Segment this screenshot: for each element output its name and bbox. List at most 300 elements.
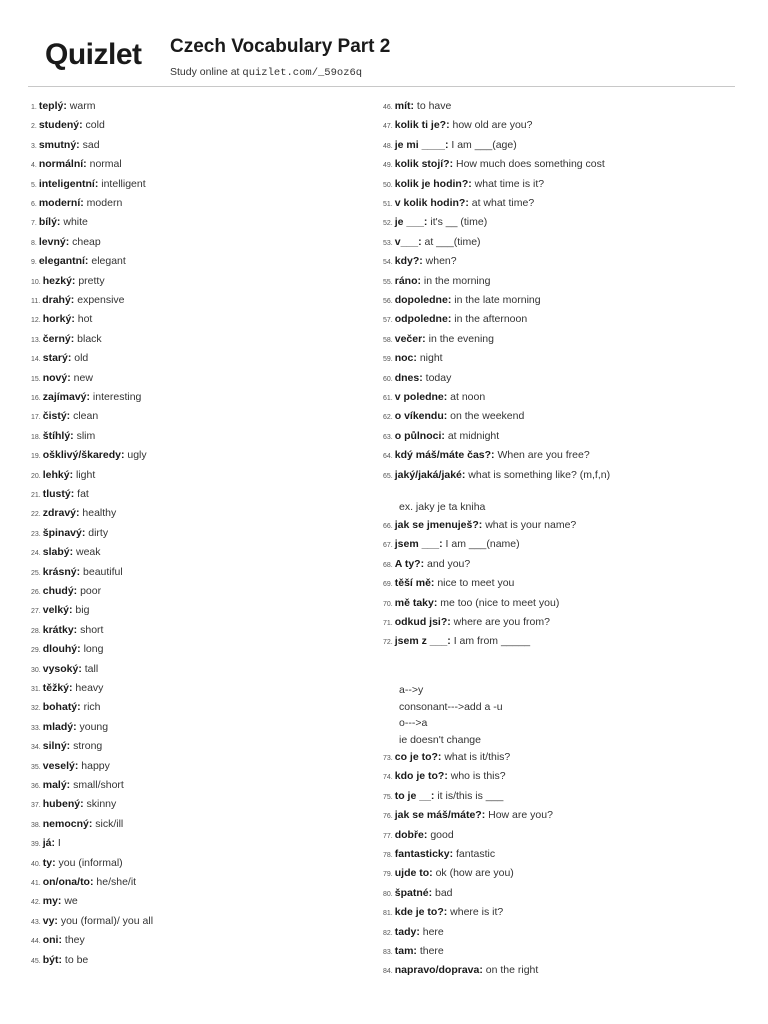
entry-definition: rich (80, 701, 101, 714)
entry-definition: I am from _____ (450, 635, 531, 648)
entry-term: štíhlý: (42, 429, 74, 442)
entry-definition: skinny (83, 798, 117, 811)
entry-term: ráno: (394, 274, 421, 287)
vocab-entry (383, 157, 605, 173)
entry-term: moderní: (38, 197, 84, 209)
entry-definition: ugly (124, 449, 147, 462)
vocab-entry (383, 963, 538, 979)
note-text: a-->y (399, 684, 424, 696)
vocab-entry (31, 274, 105, 290)
vocab-entry (383, 254, 457, 270)
vocab-entry (383, 138, 517, 154)
entry-term: nemocný: (42, 817, 93, 830)
entry-number: 22. (31, 511, 41, 519)
entry-term: kolik stojí?: (394, 158, 454, 171)
vocab-entry (31, 118, 105, 134)
entry-definition: How much does something cost (453, 158, 605, 171)
entry-term: drahý: (42, 294, 75, 306)
entry-term: smutný: (38, 138, 80, 151)
entry-definition: tall (81, 662, 99, 675)
study-online-line (170, 66, 362, 79)
entry-definition: what is your name? (482, 519, 577, 531)
vocab-entry (31, 778, 124, 794)
entry-number: 6. (31, 201, 37, 208)
entry-definition: good (427, 828, 454, 841)
entry-definition: here (419, 925, 444, 938)
vocab-entry (383, 312, 527, 328)
entry-definition: they (61, 934, 85, 947)
entry-number: 43. (31, 918, 41, 926)
entry-definition: I am ___(age) (448, 138, 517, 151)
entry-number: 65. (383, 472, 393, 480)
entry-definition: at ___(time) (421, 235, 481, 248)
entry-definition: when? (422, 255, 457, 268)
entry-definition: cold (82, 119, 105, 132)
entry-term: oni: (42, 934, 62, 947)
entry-definition: expensive (74, 294, 125, 306)
vocab-entry (31, 487, 89, 503)
entry-term: krátky: (42, 623, 78, 636)
entry-number: 80. (383, 890, 393, 898)
entry-number: 47. (383, 123, 393, 131)
entry-definition: it's __ (time) (427, 216, 488, 229)
entry-number: 19. (31, 453, 41, 461)
entry-number: 48. (383, 142, 393, 150)
entry-definition: small/short (70, 779, 124, 791)
vocab-entry (31, 681, 103, 697)
vocab-entry (383, 215, 487, 231)
entry-number: 27. (31, 608, 41, 616)
vocab-entry (31, 196, 122, 212)
vocab-entry (383, 390, 485, 406)
page-header (0, 0, 768, 90)
vocab-entry (383, 118, 532, 134)
entry-number: 24. (31, 550, 41, 558)
entry-term: veselý: (42, 759, 79, 772)
entry-definition: today (422, 371, 452, 384)
entry-definition: intelligent (98, 177, 146, 190)
vocab-entry (383, 235, 481, 251)
entry-number: 42. (31, 899, 41, 907)
vocab-entry (383, 847, 495, 863)
entry-number: 55. (383, 278, 393, 286)
vocab-entry (383, 750, 510, 766)
entry-term: kolik ti je?: (394, 119, 450, 132)
entry-definition: we (61, 895, 78, 908)
entry-definition: weak (73, 546, 101, 559)
entry-definition: sad (79, 138, 100, 151)
entry-number: 12. (31, 317, 41, 325)
vocab-entry (31, 953, 88, 969)
entry-definition: at noon (447, 391, 486, 403)
entry-definition: at what time? (468, 197, 535, 209)
entry-term: ty: (42, 856, 56, 869)
entry-definition: me too (nice to meet you) (437, 596, 560, 609)
vocab-entry (383, 828, 454, 844)
entry-definition: at midnight (444, 429, 500, 442)
entry-number: 33. (31, 724, 41, 732)
vocab-entry (31, 215, 88, 231)
entry-definition: what is something like? (m,f,n) (465, 468, 611, 481)
entry-definition: in the morning (420, 274, 491, 287)
entry-number: 66. (383, 523, 393, 530)
vocab-entry (383, 371, 451, 387)
entry-number: 35. (31, 763, 41, 771)
entry-number: 28. (31, 627, 41, 635)
entry-definition: where are you from? (450, 616, 550, 628)
entry-number: 60. (383, 375, 393, 383)
vocab-entry (31, 642, 103, 658)
entry-term: vy: (42, 914, 58, 927)
entry-number: 40. (31, 860, 41, 868)
entry-definition: beautiful (80, 565, 123, 578)
header-divider (28, 86, 735, 87)
vocab-entry (31, 429, 95, 445)
vocab-entry (31, 856, 123, 872)
entry-term: dnes: (394, 371, 423, 384)
entry-definition: strong (70, 740, 103, 753)
entry-definition: you (formal)/ you all (57, 914, 154, 927)
entry-number: 72. (383, 639, 393, 647)
study-online-label: Study online at (170, 66, 240, 78)
entry-number: 49. (383, 162, 393, 170)
entry-definition: he/she/it (93, 876, 137, 888)
entry-term: noc: (394, 352, 417, 365)
vocab-entry (383, 944, 444, 960)
entry-definition: sick/ill (92, 817, 124, 830)
vocab-entry (383, 557, 470, 573)
entry-term: kde je to?: (394, 906, 448, 919)
entry-term: fantasticky: (394, 848, 454, 860)
vocab-entry (383, 332, 494, 348)
vocab-entry (31, 177, 146, 193)
entry-number: 25. (31, 569, 41, 577)
entry-number: 46. (383, 104, 393, 111)
vocab-entry (383, 177, 544, 193)
vocab-entry (31, 584, 101, 600)
entry-definition: to be (61, 953, 89, 966)
vocab-entry (31, 739, 102, 755)
entry-number: 34. (31, 744, 41, 752)
entry-term: v kolik hodin?: (394, 197, 469, 209)
entry-number: 9. (31, 259, 37, 267)
entry-number: 81. (383, 910, 393, 918)
entry-number: 14. (31, 356, 41, 364)
entry-number: 54. (383, 259, 393, 267)
entry-definition: interesting (90, 391, 142, 403)
entry-term: nový: (42, 371, 71, 384)
vocab-entry (31, 157, 122, 173)
entry-definition: I (55, 837, 61, 850)
entry-definition: fantastic (453, 848, 496, 860)
entry-definition: bad (432, 886, 453, 899)
vocab-entry (31, 526, 108, 542)
entry-term: kdý máš/máte čas?: (394, 449, 495, 462)
entry-term: starý: (42, 352, 72, 365)
entry-number: 84. (383, 968, 393, 976)
entry-number: 13. (31, 336, 41, 344)
vocab-entry (31, 894, 78, 910)
entry-term: být: (42, 953, 62, 966)
entry-term: malý: (42, 779, 71, 791)
vocab-entry (383, 808, 553, 824)
entry-number: 32. (31, 705, 41, 713)
entry-definition: how old are you? (449, 119, 533, 132)
entry-term: tam: (394, 945, 417, 957)
entry-definition: long (80, 643, 104, 656)
entry-definition: normal (86, 158, 122, 171)
entry-term: špatné: (394, 886, 433, 899)
vocab-entry (383, 615, 550, 631)
entry-definition: it is/this is ___ (434, 789, 504, 802)
entry-number: 16. (31, 395, 41, 402)
entry-term: levný: (38, 235, 70, 248)
vocab-entry (383, 537, 520, 553)
entry-number: 44. (31, 938, 41, 946)
entry-number: 30. (31, 666, 41, 674)
vocab-entry (31, 332, 102, 348)
vocab-entry (31, 371, 93, 387)
entry-term: já: (42, 837, 55, 850)
entry-term: těžký: (42, 682, 73, 694)
entry-number: 37. (31, 802, 41, 810)
vocab-entry (31, 662, 98, 678)
vocab-entry (383, 518, 576, 534)
entry-term: horký: (42, 313, 75, 326)
entry-term: teplý: (38, 100, 67, 112)
page-title: Czech Vocabulary Part 2 (170, 36, 391, 57)
entry-number: 31. (31, 686, 41, 693)
entry-term: je ___: (394, 216, 428, 229)
entry-number: 74. (383, 774, 393, 782)
entry-term: těší mě: (394, 577, 435, 590)
entry-number: 67. (383, 542, 393, 550)
vocab-entry (383, 866, 514, 882)
entry-term: o půlnoci: (394, 429, 445, 442)
entry-number: 41. (31, 880, 41, 887)
study-url-link[interactable]: quizlet.com/_59oz6q (242, 67, 363, 79)
entry-definition: ok (how are you) (432, 867, 514, 880)
entry-number: 79. (383, 871, 393, 879)
vocab-entry (31, 99, 95, 115)
entry-number: 10. (31, 278, 41, 286)
entry-term: ošklivý/škaredy: (42, 449, 125, 462)
entry-number: 61. (383, 395, 393, 402)
entry-number: 50. (383, 181, 393, 189)
entry-term: to je __: (394, 789, 435, 802)
vocab-entry (383, 293, 541, 309)
entry-number: 70. (383, 600, 393, 608)
entry-term: napravo/doprava: (394, 964, 483, 977)
vocab-entry (383, 429, 499, 445)
entry-number: 8. (31, 239, 37, 247)
entry-number: 73. (383, 755, 393, 762)
entry-number: 62. (383, 414, 393, 422)
entry-number: 20. (31, 472, 41, 480)
entry-term: krásný: (42, 565, 81, 578)
entry-term: my: (42, 895, 62, 908)
entry-definition: young (76, 720, 109, 733)
vocab-entry (383, 448, 590, 464)
entry-term: hezký: (42, 274, 76, 287)
entry-definition: happy (78, 759, 110, 772)
entry-term: dlouhý: (42, 643, 81, 656)
entry-term: co je to?: (394, 751, 442, 763)
vocab-entry (383, 409, 524, 425)
entry-definition: light (73, 468, 96, 481)
entry-definition: new (70, 371, 93, 384)
entry-definition: where is it? (447, 906, 504, 919)
vocab-entry (31, 409, 98, 425)
entry-term: odkud jsi?: (394, 616, 451, 628)
note-text: ie doesn't change (399, 733, 481, 746)
vocab-entry (383, 196, 534, 212)
vocab-entry (31, 565, 123, 581)
vocab-entry (383, 634, 530, 650)
note-text: o--->a (399, 717, 428, 729)
entry-definition: in the evening (425, 332, 494, 345)
entry-number: 38. (31, 821, 41, 829)
vocab-entry (31, 351, 88, 367)
vocab-entry (31, 603, 89, 619)
entry-definition: clean (70, 410, 99, 423)
vocab-entry (31, 914, 153, 930)
entry-definition: and you? (424, 557, 471, 570)
entry-number: 69. (383, 581, 393, 589)
vocab-entry (383, 351, 443, 367)
entry-number: 75. (383, 793, 393, 801)
entry-term: tady: (394, 925, 420, 938)
entry-number: 3. (31, 142, 37, 150)
entry-number: 57. (383, 317, 393, 325)
vocab-entry (31, 759, 110, 775)
vocab-entry (31, 390, 141, 406)
entry-number: 45. (31, 957, 41, 965)
vocab-entry (31, 293, 125, 309)
entry-term: čistý: (42, 410, 71, 423)
entry-definition: on the weekend (447, 410, 525, 423)
vocab-entry (383, 468, 610, 484)
entry-definition: heavy (72, 682, 104, 694)
entry-term: černý: (42, 332, 75, 345)
entry-number: 7. (31, 220, 37, 228)
entry-definition: big (72, 604, 90, 617)
entry-definition: nice to meet you (434, 577, 515, 590)
vocab-entry (383, 925, 444, 941)
entry-term: A ty?: (394, 557, 425, 570)
entry-term: jak se máš/máte?: (394, 809, 486, 822)
entry-number: 26. (31, 589, 41, 596)
entry-definition: night (416, 352, 443, 365)
entry-term: normální: (38, 158, 87, 171)
entry-term: mladý: (42, 720, 77, 733)
vocab-entry (31, 933, 85, 949)
entry-definition: How are you? (485, 809, 553, 822)
vocab-entry (31, 875, 136, 891)
entry-definition: there (416, 945, 444, 957)
entry-number: 18. (31, 433, 41, 441)
vocab-entry (31, 468, 95, 484)
entry-term: chudý: (42, 585, 78, 597)
entry-term: odpoledne: (394, 313, 452, 326)
entry-term: vysoký: (42, 662, 82, 675)
entry-term: v___: (394, 235, 422, 248)
entry-term: kolik je hodin?: (394, 177, 472, 190)
vocab-entry (31, 254, 126, 270)
vocab-entry (383, 274, 490, 290)
vocab-entry (383, 596, 559, 612)
entry-term: tlustý: (42, 488, 75, 500)
vocab-entry (383, 576, 514, 592)
vocab-entry (31, 506, 116, 522)
vocab-entry (383, 905, 503, 921)
entry-number: 1. (31, 104, 37, 111)
entry-term: zdravý: (42, 507, 80, 520)
entry-term: ujde to: (394, 867, 433, 880)
entry-number: 77. (383, 832, 393, 840)
vocab-entry (31, 448, 147, 464)
entry-term: kdo je to?: (394, 770, 448, 783)
entry-term: dopoledne: (394, 294, 452, 306)
entry-definition: warm (66, 100, 96, 112)
entry-definition: I am ___(name) (442, 538, 520, 551)
vocab-entry (31, 700, 101, 716)
entry-number: 21. (31, 492, 41, 499)
entry-definition: who is this? (447, 770, 506, 783)
entry-definition: modern (83, 197, 123, 209)
entry-number: 56. (383, 298, 393, 305)
entry-number: 63. (383, 433, 393, 441)
entry-number: 78. (383, 852, 393, 859)
entry-definition: in the late morning (451, 294, 541, 306)
entry-term: velký: (42, 604, 73, 617)
entry-definition: what time is it? (471, 177, 545, 190)
entry-number: 83. (383, 949, 393, 956)
entry-definition: what is it/this? (441, 751, 511, 763)
entry-number: 29. (31, 647, 41, 655)
vocab-entry (31, 235, 101, 251)
vocab-entry (31, 312, 92, 328)
entry-term: dobře: (394, 828, 428, 841)
entry-term: bohatý: (42, 701, 81, 714)
entry-term: je mi ____: (394, 138, 449, 151)
vocab-entry (31, 817, 123, 833)
entry-definition: hot (74, 313, 93, 326)
entry-term: jak se jmenuješ?: (394, 519, 483, 531)
entry-number: 36. (31, 783, 41, 790)
entry-definition: healthy (79, 507, 117, 520)
entry-number: 51. (383, 201, 393, 208)
entry-term: hubený: (42, 798, 84, 811)
vocab-entry (383, 789, 503, 805)
entry-number: 15. (31, 375, 41, 383)
vocab-entry (31, 720, 108, 736)
entry-number: 82. (383, 929, 393, 937)
entry-number: 76. (383, 813, 393, 821)
entry-number: 59. (383, 356, 393, 364)
entry-number: 5. (31, 181, 37, 189)
entry-term: kdy?: (394, 255, 423, 268)
entry-definition: you (informal) (55, 856, 123, 869)
entry-definition: white (60, 216, 88, 229)
vocab-entry (31, 797, 116, 813)
note-text: consonant--->add a -u (399, 700, 503, 713)
entry-term: silný: (42, 740, 71, 753)
entry-number: 39. (31, 841, 41, 849)
entry-number: 68. (383, 561, 393, 569)
entry-definition: elegant (88, 255, 126, 268)
entry-definition: to have (413, 100, 452, 112)
